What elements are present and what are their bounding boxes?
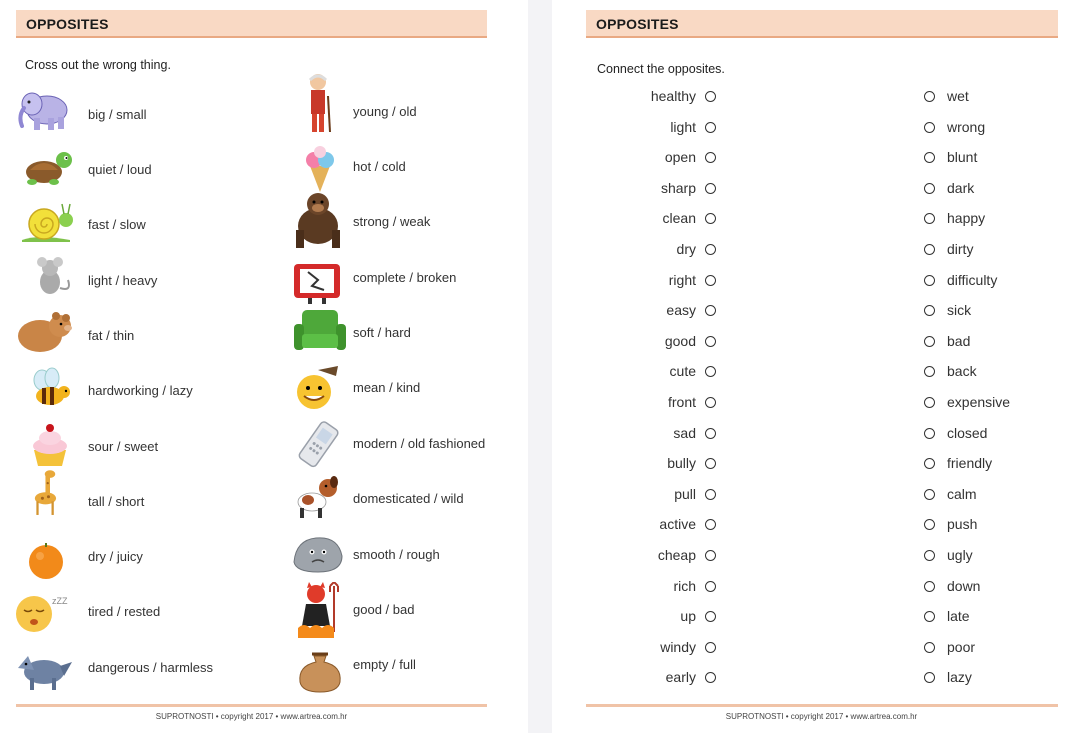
connect-dot-left[interactable] bbox=[705, 122, 716, 133]
sack-icon bbox=[290, 644, 350, 694]
word-pair: fast / slow bbox=[88, 217, 146, 232]
connect-dot-right[interactable] bbox=[924, 397, 935, 408]
smiley-hat-icon bbox=[288, 362, 348, 412]
connect-dot-right[interactable] bbox=[924, 550, 935, 561]
word-pair: smooth / rough bbox=[353, 547, 440, 562]
connect-dot-left[interactable] bbox=[705, 519, 716, 530]
turtle-icon bbox=[18, 142, 78, 192]
connect-dot-right[interactable] bbox=[924, 581, 935, 592]
cupcake-icon bbox=[20, 420, 80, 470]
connect-dot-left[interactable] bbox=[705, 550, 716, 561]
connect-dot-left[interactable] bbox=[705, 611, 716, 622]
word-pair: dangerous / harmless bbox=[88, 660, 214, 675]
left-word: easy bbox=[666, 302, 696, 318]
right-word: late bbox=[947, 608, 970, 624]
right-word: lazy bbox=[947, 669, 972, 685]
footer-copyright: SUPROTNOSTI • copyright 2017 • www.artrea.com.hr bbox=[155, 712, 348, 721]
connect-dot-right[interactable] bbox=[924, 642, 935, 653]
word-pair: sour / sweet bbox=[88, 439, 159, 454]
footer-divider bbox=[586, 704, 1058, 707]
connect-dot-right[interactable] bbox=[924, 611, 935, 622]
connect-dot-left[interactable] bbox=[705, 672, 716, 683]
connect-dot-right[interactable] bbox=[924, 672, 935, 683]
right-word: wrong bbox=[947, 119, 986, 135]
giraffe-icon bbox=[20, 468, 80, 518]
worksheet-page-connect bbox=[552, 0, 1080, 733]
word-pair: empty / full bbox=[353, 657, 416, 672]
word-pair: hardworking / lazy bbox=[88, 383, 193, 398]
connect-dot-left[interactable] bbox=[705, 305, 716, 316]
snail-icon bbox=[18, 196, 78, 246]
bee-icon bbox=[22, 364, 82, 414]
word-pair: modern / old fashioned bbox=[353, 436, 486, 451]
word-pair: young / old bbox=[353, 104, 417, 119]
dog-icon bbox=[288, 470, 348, 520]
header-bar bbox=[586, 10, 1058, 38]
connect-dot-right[interactable] bbox=[924, 489, 935, 500]
worksheet-page-cross-out bbox=[0, 0, 528, 733]
word-pair: light / heavy bbox=[88, 273, 158, 288]
right-word: difficulty bbox=[947, 272, 998, 288]
left-word: bully bbox=[667, 455, 696, 471]
left-word: sad bbox=[673, 425, 696, 441]
right-word: ugly bbox=[947, 547, 973, 563]
word-pair: complete / broken bbox=[353, 270, 457, 285]
connect-dot-right[interactable] bbox=[924, 91, 935, 102]
broken-tv-icon bbox=[290, 258, 350, 308]
connect-dot-right[interactable] bbox=[924, 183, 935, 194]
instruction-text: Connect the opposites. bbox=[597, 62, 725, 76]
left-word: healthy bbox=[650, 88, 696, 104]
left-word: rich bbox=[673, 578, 696, 594]
connect-dot-right[interactable] bbox=[924, 305, 935, 316]
left-word: clean bbox=[662, 210, 696, 226]
wolf-icon bbox=[14, 644, 74, 694]
right-word: dirty bbox=[947, 241, 974, 257]
right-word: calm bbox=[947, 486, 977, 502]
mouse-icon bbox=[22, 252, 82, 302]
elephant-icon bbox=[14, 84, 74, 134]
word-pair: fat / thin bbox=[88, 328, 135, 343]
right-word: poor bbox=[947, 639, 976, 655]
svg-text:zZZ: zZZ bbox=[52, 596, 68, 606]
connect-dot-right[interactable] bbox=[924, 366, 935, 377]
word-pair: hot / cold bbox=[353, 159, 406, 174]
old-man-icon bbox=[288, 72, 348, 134]
connect-dot-left[interactable] bbox=[705, 581, 716, 592]
bear-icon bbox=[14, 306, 74, 356]
connect-dot-left[interactable] bbox=[705, 244, 716, 255]
word-pair: domesticated / wild bbox=[353, 491, 464, 506]
word-pair: good / bad bbox=[353, 602, 415, 617]
connect-dot-left[interactable] bbox=[705, 336, 716, 347]
right-word: wet bbox=[947, 88, 969, 104]
left-word: cute bbox=[669, 363, 696, 379]
left-word: front bbox=[667, 394, 696, 410]
connect-dot-left[interactable] bbox=[705, 213, 716, 224]
left-word: dry bbox=[676, 241, 696, 257]
left-word: right bbox=[668, 272, 696, 288]
word-pair: mean / kind bbox=[353, 380, 421, 395]
word-pair: strong / weak bbox=[353, 214, 431, 229]
right-word: blunt bbox=[947, 149, 978, 165]
left-word: open bbox=[664, 149, 696, 165]
devil-icon bbox=[288, 582, 348, 640]
connect-dot-right[interactable] bbox=[924, 428, 935, 439]
page-title: OPPOSITES bbox=[26, 16, 109, 32]
gorilla-icon bbox=[288, 190, 348, 250]
word-pair: soft / hard bbox=[353, 325, 411, 340]
right-word: friendly bbox=[947, 455, 993, 471]
connect-dot-left[interactable] bbox=[705, 366, 716, 377]
right-word: down bbox=[947, 578, 981, 594]
left-word: cheap bbox=[657, 547, 696, 563]
right-word: happy bbox=[947, 210, 986, 226]
phone-icon bbox=[288, 420, 348, 470]
connect-dot-left[interactable] bbox=[705, 428, 716, 439]
left-word: sharp bbox=[660, 180, 696, 196]
connect-dot-right[interactable] bbox=[924, 458, 935, 469]
sleepy-face-icon bbox=[12, 588, 72, 638]
connect-dot-right[interactable] bbox=[924, 122, 935, 133]
page-title: OPPOSITES bbox=[596, 16, 679, 32]
left-word: light bbox=[670, 119, 696, 135]
connect-dot-right[interactable] bbox=[924, 519, 935, 530]
connect-dot-right[interactable] bbox=[924, 275, 935, 286]
right-word: back bbox=[947, 363, 977, 379]
ice-cream-icon bbox=[290, 144, 350, 194]
left-word: windy bbox=[660, 639, 696, 655]
connect-dot-left[interactable] bbox=[705, 458, 716, 469]
left-word: early bbox=[665, 669, 696, 685]
header-bar bbox=[16, 10, 487, 38]
word-pair: big / small bbox=[88, 107, 147, 122]
connect-dot-left[interactable] bbox=[705, 91, 716, 102]
connect-dot-left[interactable] bbox=[705, 275, 716, 286]
right-word: bad bbox=[947, 333, 971, 349]
connect-dot-left[interactable] bbox=[705, 152, 716, 163]
connect-dot-right[interactable] bbox=[924, 244, 935, 255]
left-word: good bbox=[664, 333, 696, 349]
connect-dot-left[interactable] bbox=[705, 489, 716, 500]
orange-icon bbox=[18, 536, 78, 586]
footer-divider bbox=[16, 704, 487, 707]
connect-dot-left[interactable] bbox=[705, 397, 716, 408]
right-word: dark bbox=[947, 180, 975, 196]
connect-dot-left[interactable] bbox=[705, 642, 716, 653]
connect-dot-right[interactable] bbox=[924, 336, 935, 347]
word-pair: quiet / loud bbox=[88, 162, 152, 177]
word-pair: tired / rested bbox=[88, 604, 161, 619]
left-word: pull bbox=[674, 486, 696, 502]
right-word: expensive bbox=[947, 394, 1011, 410]
right-word: sick bbox=[947, 302, 972, 318]
rock-icon bbox=[288, 528, 348, 578]
footer-copyright: SUPROTNOSTI • copyright 2017 • www.artrea.com.hr bbox=[725, 712, 918, 721]
armchair-icon bbox=[290, 306, 350, 356]
connect-dot-right[interactable] bbox=[924, 213, 935, 224]
connect-dot-left[interactable] bbox=[705, 183, 716, 194]
instruction-text: Cross out the wrong thing. bbox=[25, 58, 171, 72]
word-pair: dry / juicy bbox=[88, 549, 143, 564]
right-word: push bbox=[947, 516, 978, 532]
connect-dot-right[interactable] bbox=[924, 152, 935, 163]
right-word: closed bbox=[947, 425, 988, 441]
left-word: up bbox=[680, 608, 696, 624]
word-pair: tall / short bbox=[88, 494, 145, 509]
left-word: active bbox=[659, 516, 696, 532]
